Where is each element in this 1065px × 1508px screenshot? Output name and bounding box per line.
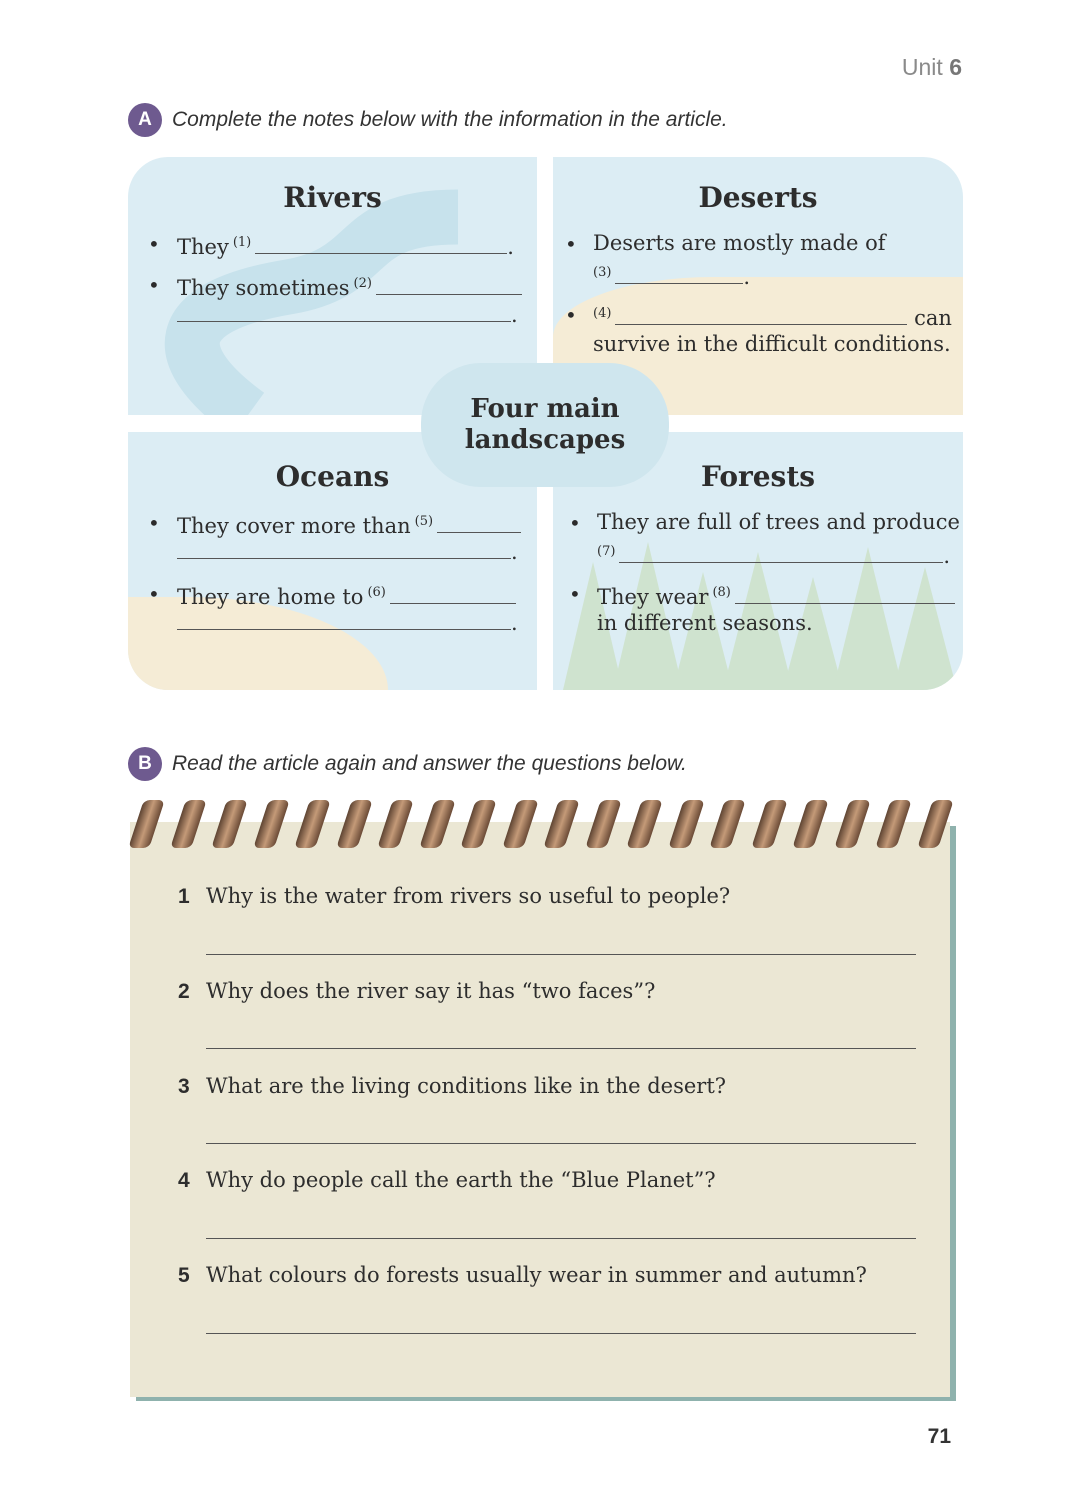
unit-number: 6 xyxy=(949,54,962,80)
answer-line-1[interactable] xyxy=(206,954,916,955)
bullet: • xyxy=(569,582,581,606)
ring xyxy=(460,800,497,848)
rivers-note-1: They $^{(1)}$ . xyxy=(177,235,514,259)
ring xyxy=(668,800,705,848)
answer-line-4[interactable] xyxy=(206,1238,916,1239)
blank-5a[interactable] xyxy=(437,514,521,533)
forests-title: Forests xyxy=(700,460,816,493)
question-1: 1 Why is the water from rivers so useful to people? xyxy=(178,884,731,908)
center-title: Four main landscapes xyxy=(421,363,669,487)
oceans-note-1: They cover more than $^{(5)}$ xyxy=(177,507,521,541)
ring xyxy=(751,800,788,848)
bullet: • xyxy=(148,582,160,606)
oceans-title: Oceans xyxy=(275,460,390,493)
rivers-title: Rivers xyxy=(283,181,382,214)
section-a-badge: A xyxy=(128,103,162,137)
ring xyxy=(917,800,954,848)
forests-note-2: They wear $^{(8)}$ xyxy=(597,578,955,612)
oceans-note-1-cont: . xyxy=(177,537,518,567)
blank-1[interactable] xyxy=(255,235,507,254)
forests-note-1: They are full of trees and produce xyxy=(597,510,960,534)
section-b-badge: B xyxy=(128,747,162,781)
rivers-note-2-cont: . xyxy=(177,300,518,330)
oceans-note-2-cont: . xyxy=(177,608,518,638)
section-b-instruction: Read the article again and answer the questions below. xyxy=(172,752,687,775)
bullet: • xyxy=(569,511,581,535)
ring xyxy=(211,800,248,848)
forests-note-1-cont: $^{(7)}$ . xyxy=(597,544,951,568)
bullet: • xyxy=(148,273,160,297)
blank-5b[interactable] xyxy=(177,540,511,559)
page-number: 71 xyxy=(927,1425,951,1448)
blank-2b[interactable] xyxy=(177,303,511,322)
deserts-note-1-cont: $^{(3)}$ . xyxy=(593,265,751,289)
spiral-binding xyxy=(136,800,956,850)
blank-6b[interactable] xyxy=(177,611,511,630)
deserts-note-2: $^{(4)}$ can xyxy=(593,306,952,330)
question-2: 2 Why does the river say it has “two faces”? xyxy=(178,979,656,1003)
bullet: • xyxy=(565,232,577,256)
ring xyxy=(294,800,331,848)
blank-4[interactable] xyxy=(615,306,907,325)
rivers-note-2: They sometimes $^{(2)}$ xyxy=(177,269,522,303)
ring xyxy=(253,800,290,848)
bullet: • xyxy=(565,303,577,327)
question-5: 5 What colours do forests usually wear in summer and autumn? xyxy=(178,1263,867,1287)
deserts-title: Deserts xyxy=(698,181,818,214)
ring xyxy=(585,800,622,848)
deserts-note-1: Deserts are mostly made of xyxy=(593,231,886,255)
forests-note-2-cont: in different seasons. xyxy=(597,611,813,635)
blank-3[interactable] xyxy=(615,265,743,284)
bullet: • xyxy=(148,511,160,535)
answer-line-5[interactable] xyxy=(206,1333,916,1334)
question-4: 4 Why do people call the earth the “Blue Planet”? xyxy=(178,1168,716,1192)
unit-label: Unit 6 xyxy=(901,54,962,80)
question-3: 3 What are the living conditions like in the desert? xyxy=(178,1074,727,1098)
ring xyxy=(875,800,912,848)
section-b-header xyxy=(128,747,687,781)
ring xyxy=(626,800,663,848)
ring xyxy=(792,800,829,848)
answer-line-2[interactable] xyxy=(206,1048,916,1049)
deserts-note-2-cont: survive in the difficult conditions. xyxy=(593,332,951,356)
blank-2a[interactable] xyxy=(376,276,522,295)
blank-7[interactable] xyxy=(619,544,943,563)
ring xyxy=(419,800,456,848)
ring xyxy=(336,800,373,848)
oceans-note-2: They are home to $^{(6)}$ xyxy=(177,578,516,612)
blank-8[interactable] xyxy=(735,585,955,604)
ring xyxy=(170,800,207,848)
bullet: • xyxy=(148,232,160,256)
ring xyxy=(502,800,539,848)
ring xyxy=(543,800,580,848)
answer-line-3[interactable] xyxy=(206,1143,916,1144)
blank-6a[interactable] xyxy=(390,585,516,604)
ring xyxy=(709,800,746,848)
ring xyxy=(834,800,871,848)
section-a-instruction: Complete the notes below with the information in the article. xyxy=(172,108,728,131)
section-a-header xyxy=(128,103,728,137)
ring xyxy=(377,800,414,848)
